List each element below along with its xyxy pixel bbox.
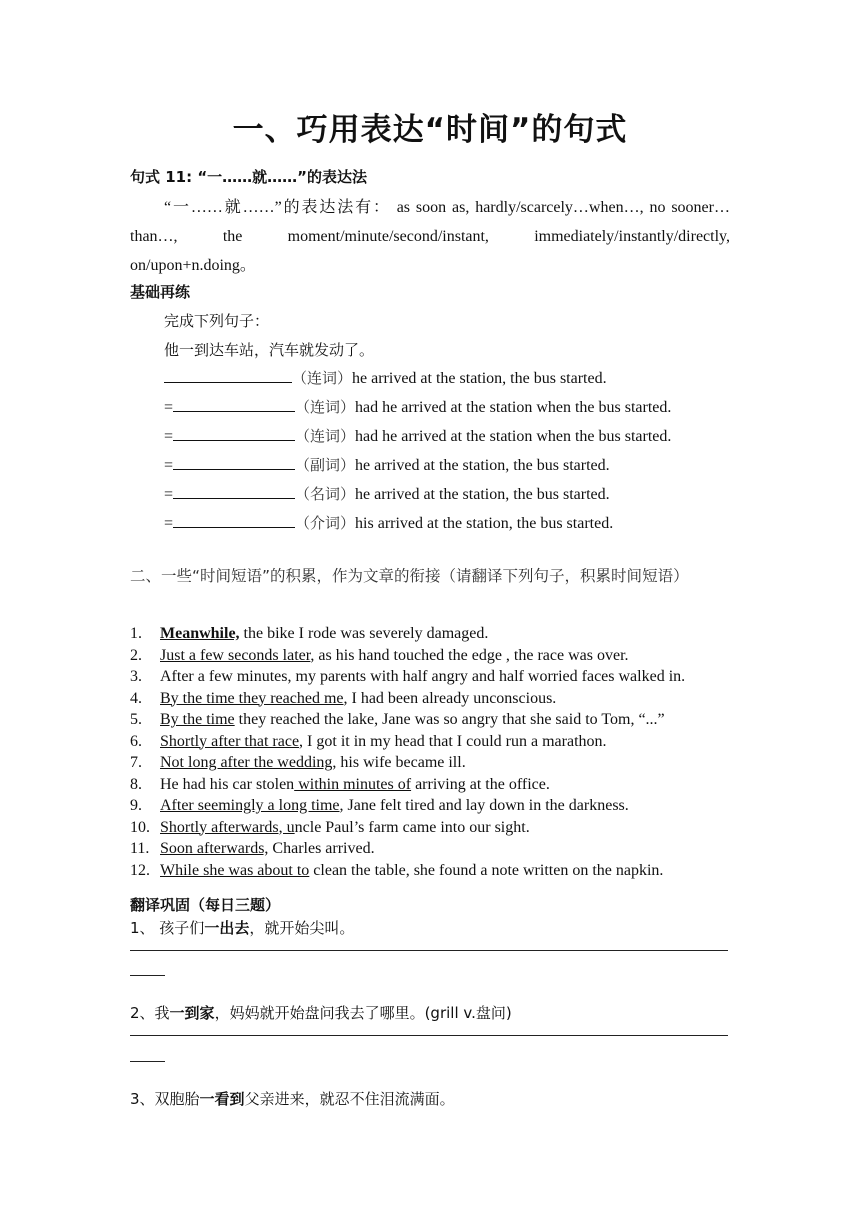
answer-line-1-continued — [130, 975, 165, 976]
q3-post: 父亲进来，就忍不住泪流满面。 — [244, 1090, 455, 1108]
translation-q1 — [130, 918, 354, 938]
item-number: 10. — [130, 818, 150, 836]
phrase-item — [130, 795, 740, 817]
fill-in-item — [164, 368, 607, 389]
time-phrase: Meanwhile, — [160, 625, 240, 642]
item-number: 4. — [130, 689, 142, 707]
time-phrase: Soon afterwards, — [160, 840, 269, 857]
answer-blank[interactable] — [173, 397, 295, 412]
basic-sentence-cn: 他一到达车站，汽车就发动了。 — [164, 341, 375, 359]
equals-sign: = — [164, 515, 174, 532]
word-type-hint: （名词） — [295, 485, 356, 503]
q1-post: ，就开始尖叫。 — [249, 919, 355, 937]
phrase-item — [130, 860, 740, 882]
answer-blank[interactable] — [173, 426, 295, 441]
word-type-hint: （连词） — [292, 369, 353, 387]
time-phrase: Not long after the wedding — [160, 754, 333, 771]
time-phrase: Shortly after that race — [160, 732, 300, 750]
time-phrase: within minutes of — [294, 775, 412, 793]
item-number: 5. — [130, 711, 142, 728]
basic-heading: 基础再练 — [130, 283, 191, 301]
word-type-hint: （介词） — [295, 514, 356, 532]
phrase-item — [130, 774, 740, 796]
phrase-item — [130, 688, 740, 710]
fill-in-item — [164, 484, 610, 505]
q2-pre: 2、我 — [130, 1004, 170, 1022]
phrase-rest: clean the table, she found a note written on the napkin. — [309, 861, 664, 879]
q1-bold: 一出去 — [204, 919, 250, 937]
item-number: 6. — [130, 732, 142, 750]
q2-post: ，妈妈就开始盘问我去了哪里。(grill v.盘问) — [214, 1004, 512, 1022]
sentence-text: his arrived at the station, the bus started. — [355, 515, 614, 532]
section2-heading: 二、一些“时间短语”的积累，作为文章的衔接（请翻译下列句子，积累时间短语） — [130, 567, 689, 585]
sentence-text: had he arrived at the station when the bus started. — [355, 399, 672, 416]
fill-in-item — [164, 397, 671, 418]
item-number: 7. — [130, 754, 142, 771]
fill-in-item — [164, 426, 671, 447]
item-number: 11. — [130, 840, 150, 857]
answer-line-1[interactable] — [130, 950, 728, 951]
time-phrase: While she was about to — [160, 861, 310, 879]
item-number: 2. — [130, 646, 142, 664]
phrase-item — [130, 731, 740, 753]
translation-q2 — [130, 1003, 512, 1023]
phrase-rest: , his wife became ill. — [332, 754, 466, 771]
sentence-text: he arrived at the station, the bus started. — [355, 486, 610, 503]
answer-blank[interactable] — [173, 484, 295, 499]
item-number: 9. — [130, 797, 142, 814]
phrase-item — [130, 709, 740, 731]
word-type-hint: （连词） — [295, 398, 356, 416]
sentence-text: had he arrived at the station when the bus started. — [355, 428, 672, 445]
phrase-rest: After a few minutes, my parents with half angry and half worried faces walked in. — [160, 668, 686, 685]
translation-q3 — [130, 1089, 455, 1109]
phrase-rest: , Jane felt tired and lay down in the darkness. — [339, 797, 629, 814]
pattern-description: “一……就……”的表达法有： as soon as, hardly/scarcely…when…, no sooner… than…, the moment/minute/second/instant, immediately/instantly/directly, on/upon+n.doing。 — [130, 199, 730, 274]
q3-bold: 一看到 — [199, 1090, 245, 1108]
equals-sign: = — [164, 457, 174, 474]
item-number: 8. — [130, 775, 142, 793]
word-type-hint: （连词） — [295, 427, 356, 445]
answer-line-2[interactable] — [130, 1035, 728, 1036]
time-phrase: By the time they reached me — [160, 689, 344, 707]
equals-sign: = — [164, 428, 174, 445]
basic-instruction: 完成下列句子： — [164, 312, 270, 330]
fill-in-item — [164, 513, 613, 534]
sentence-text: he arrived at the station, the bus started. — [355, 457, 610, 474]
phrase-item — [130, 752, 740, 774]
q1-pre: 1、 孩子们 — [130, 919, 205, 937]
answer-blank[interactable] — [173, 455, 295, 470]
page-title: 一、巧用表达“时间”的句式 — [232, 112, 628, 148]
time-phrase: By the time — [160, 711, 235, 728]
time-phrase: Shortly afterwards, u — [160, 818, 295, 836]
answer-blank[interactable] — [173, 513, 295, 528]
time-phrase: After seemingly a long time — [160, 797, 340, 814]
phrase-rest: , I had been already unconscious. — [343, 689, 557, 707]
sentence-text: he arrived at the station, the bus started. — [352, 370, 607, 387]
phrase-rest: , I got it in my head that I could run a marathon. — [299, 732, 607, 750]
time-phrase-list — [130, 623, 740, 881]
phrase-item — [130, 645, 740, 667]
item-number: 1. — [130, 625, 142, 642]
item-number: 3. — [130, 668, 142, 685]
equals-sign: = — [164, 486, 174, 503]
pattern-heading: 句式 11: “一……就……”的表达法 — [130, 168, 368, 186]
phrase-lead: He had his car stolen — [160, 775, 295, 793]
q2-bold: 一到家 — [169, 1004, 215, 1022]
word-type-hint: （副词） — [295, 456, 356, 474]
phrase-item — [130, 623, 740, 645]
phrase-rest: ncle Paul’s farm came into our sight. — [294, 818, 530, 836]
phrase-item — [130, 838, 740, 860]
answer-blank[interactable] — [164, 368, 292, 383]
item-number: 12. — [130, 861, 150, 879]
fill-in-item — [164, 455, 610, 476]
phrase-rest: Charles arrived. — [268, 840, 375, 857]
translation-heading: 翻译巩固（每日三题） — [130, 896, 281, 914]
phrase-rest: arriving at the office. — [411, 775, 550, 793]
phrase-rest: the bike I rode was severely damaged. — [239, 625, 489, 642]
q3-pre: 3、双胞胎 — [130, 1090, 200, 1108]
equals-sign: = — [164, 399, 174, 416]
phrase-item — [130, 817, 740, 839]
phrase-item — [130, 666, 740, 688]
phrase-rest: they reached the lake, Jane was so angry that she said to Tom, “...” — [234, 711, 665, 728]
phrase-rest: , as his hand touched the edge , the race was over. — [310, 646, 629, 664]
time-phrase: Just a few seconds later — [160, 646, 311, 664]
answer-line-2-continued — [130, 1061, 165, 1062]
